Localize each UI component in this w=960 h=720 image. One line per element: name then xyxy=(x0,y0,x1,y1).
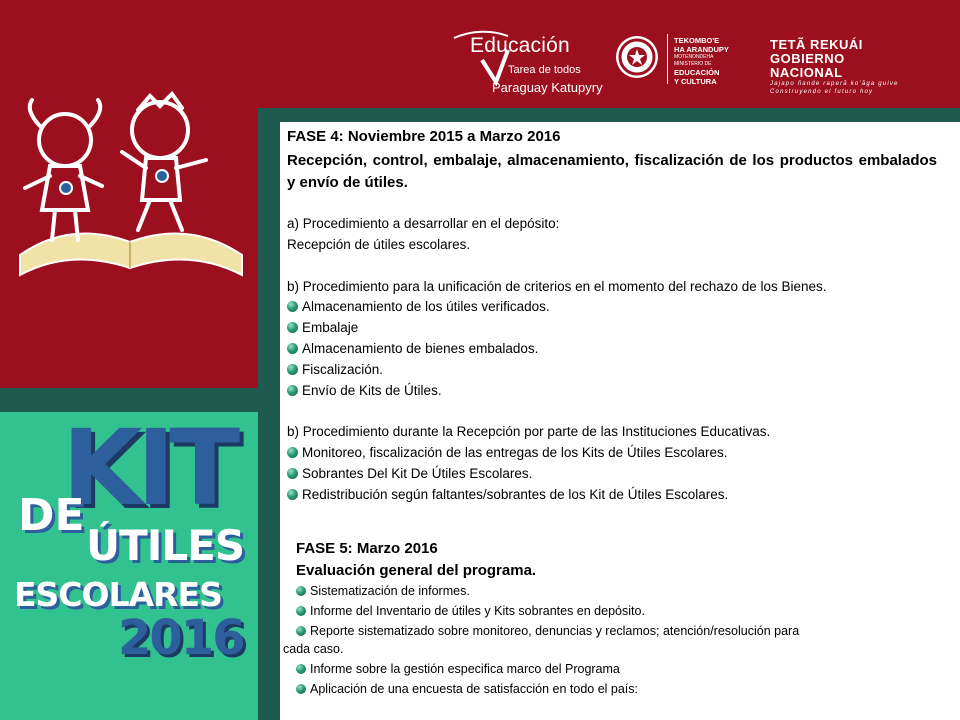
list-item: Redistribución según faltantes/sobrantes de los Kit de Útiles Escolares. xyxy=(287,487,728,502)
ministry-line: HA ARANDUPY xyxy=(674,45,729,54)
educacion-country: Paraguay Katupyry xyxy=(492,80,603,95)
list-item: Informe del Inventario de útiles y Kits sobrantes en depósito. xyxy=(296,604,645,618)
phase4-description: Recepción, control, embalaje, almacenamiento, fiscalización de los productos embalados y envío de útiles. xyxy=(287,152,937,191)
bullet-icon xyxy=(287,489,298,500)
bullet-icon xyxy=(296,586,306,596)
phase4-title: FASE 4: Noviembre 2015 a Marzo 2016 xyxy=(287,128,561,145)
phase5-title: FASE 5: Marzo 2016 xyxy=(296,540,438,557)
bullet-icon xyxy=(287,301,298,312)
ministry-line: MOTENONDEHA xyxy=(674,54,714,60)
kit-word: KIT xyxy=(62,407,235,529)
educacion-title: Educación xyxy=(470,34,570,57)
section-a-text: Recepción de útiles escolares. xyxy=(287,237,471,252)
logo-divider xyxy=(667,34,668,84)
girl-icon xyxy=(25,100,102,240)
list-item: Almacenamiento de los útiles verificados. xyxy=(287,299,550,314)
content-border-left xyxy=(258,108,280,720)
list-item: Sistematización de informes. xyxy=(296,584,470,598)
list-item: Aplicación de una encuesta de satisfacción en todo el país: xyxy=(296,682,638,696)
ministry-line: EDUCACIÓN xyxy=(674,68,720,77)
utiles-word: ÚTILES xyxy=(86,521,245,570)
ministry-line: TEKOMBO'E xyxy=(674,36,720,45)
ministry-line: Y CULTURA xyxy=(674,77,717,86)
kit-title-artwork xyxy=(0,407,258,720)
list-item-continuation: cada caso. xyxy=(283,642,344,656)
year-word: 2016 xyxy=(118,610,244,666)
list-item: Informe sobre la gestión especifica marco del Programa xyxy=(296,662,620,676)
bullet-icon xyxy=(296,684,306,694)
phase5-subtitle: Evaluación general del programa. xyxy=(296,562,537,579)
section-b1-title: b) Procedimiento para la unificación de criterios en el momento del rechazo de los Bienes. xyxy=(287,279,827,294)
gobierno-title-guarani: TETÃ REKUÁI xyxy=(770,37,863,52)
escolares-word: ESCOLARES xyxy=(14,575,222,614)
children-book-illustration xyxy=(10,90,250,290)
bullet-icon xyxy=(287,343,298,354)
list-item: Envío de Kits de Útiles. xyxy=(287,383,442,398)
ministry-line: MINISTERIO DE xyxy=(674,61,712,67)
bullet-icon xyxy=(296,606,306,616)
bullet-icon xyxy=(287,322,298,333)
bullet-icon xyxy=(287,447,298,458)
bullet-icon xyxy=(287,364,298,375)
section-a-title: a) Procedimiento a desarrollar en el depósito: xyxy=(287,216,560,231)
list-item: Almacenamiento de bienes embalados. xyxy=(287,341,538,356)
ministry-logo xyxy=(674,36,729,86)
bullet-icon xyxy=(287,468,298,479)
bullet-icon xyxy=(287,385,298,396)
gobierno-tagline: Construyendo el futuro hoy xyxy=(770,89,874,95)
bullet-icon xyxy=(296,664,306,674)
de-word: DE xyxy=(18,490,85,541)
content-border-top xyxy=(258,108,960,122)
educacion-logo xyxy=(452,20,612,100)
educacion-tagline: Tarea de todos xyxy=(508,64,581,76)
gobierno-logo xyxy=(770,38,920,96)
list-item: Sobrantes Del Kit De Útiles Escolares. xyxy=(287,466,532,481)
national-seal-icon xyxy=(614,34,660,80)
boy-icon xyxy=(122,94,206,230)
bullet-icon xyxy=(296,626,306,636)
section-b2-title: b) Procedimiento durante la Recepción por parte de las Instituciones Educativas. xyxy=(287,424,771,439)
gobierno-tagline-guarani: Jajapo ñande raperã ko'ãga guive xyxy=(770,81,899,87)
gobierno-title: GOBIERNO NACIONAL xyxy=(770,51,845,80)
list-item: Fiscalización. xyxy=(287,362,383,377)
list-item: Monitoreo, fiscalización de las entregas de los Kits de Útiles Escolares. xyxy=(287,445,727,460)
list-item: Embalaje xyxy=(287,320,358,335)
list-item: Reporte sistematizado sobre monitoreo, denuncias y reclamos; atención/resolución para xyxy=(296,624,799,638)
